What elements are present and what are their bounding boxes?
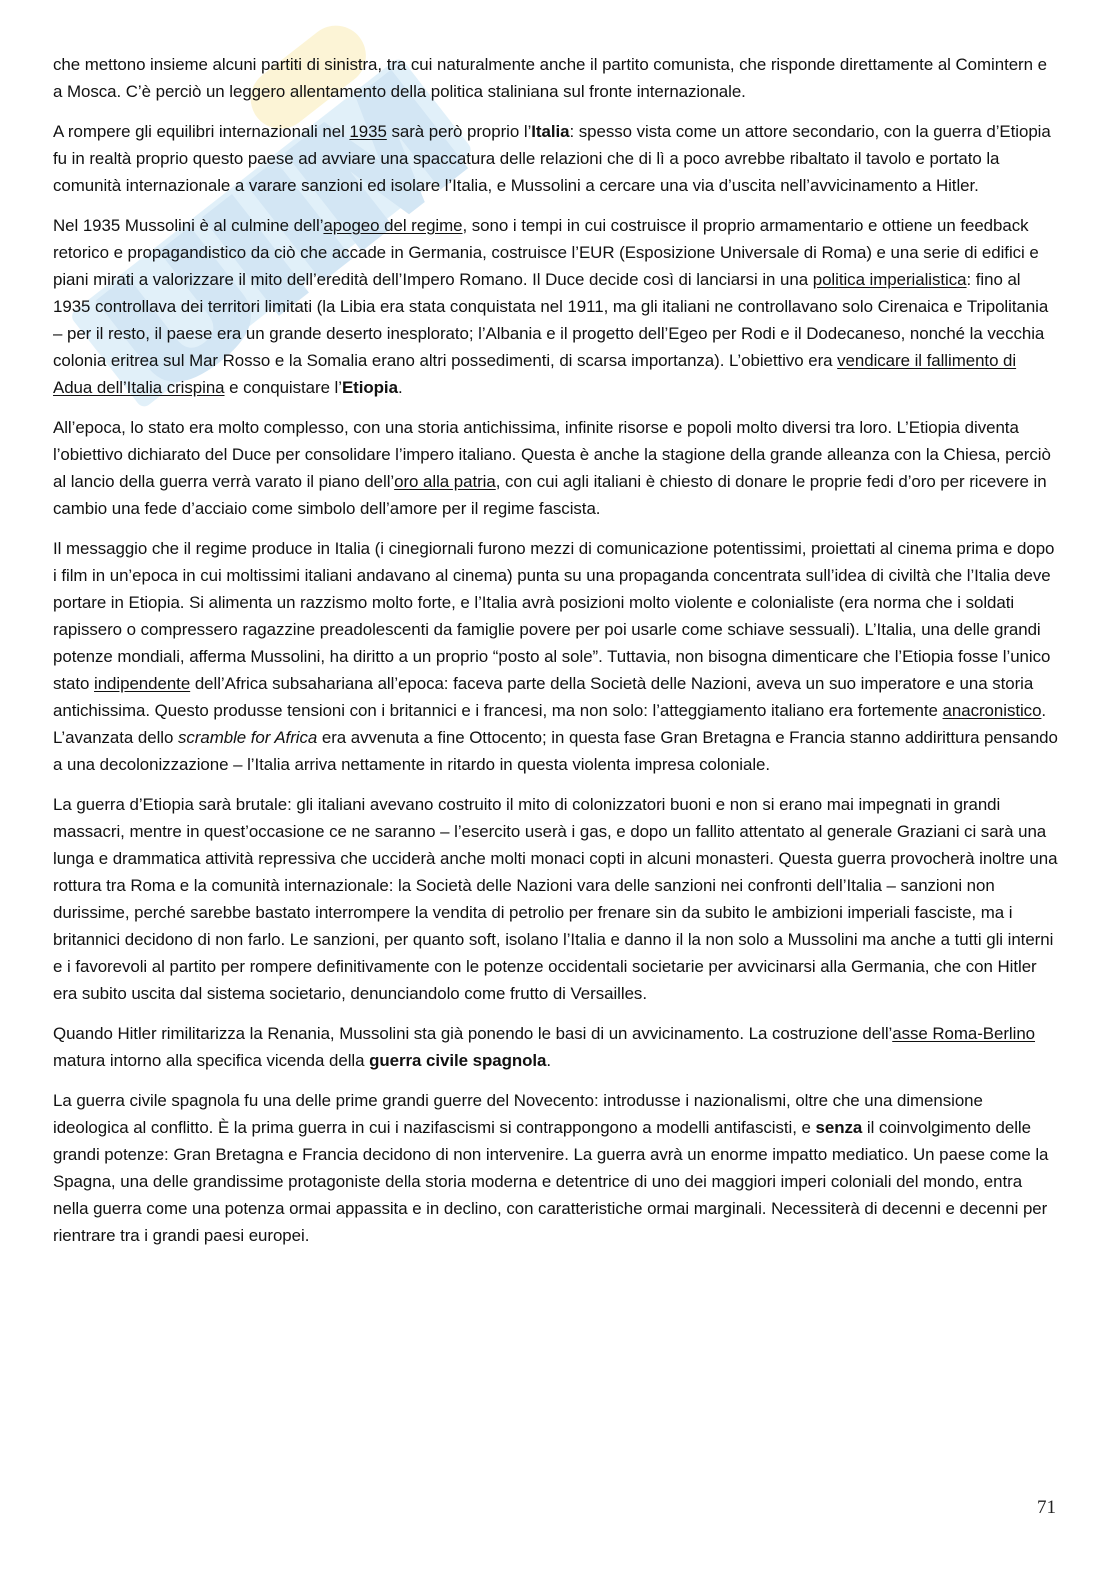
text-run: . L’avanzata dello: [53, 701, 1047, 747]
text-run: A rompere gli equilibri internazionali nel: [53, 122, 350, 141]
paragraph: [53, 118, 1059, 199]
paragraph: [53, 212, 1059, 401]
text-run: La guerra civile spagnola fu una delle prime grandi guerre del Novecento: introdusse i nazionalismi, oltre che una dimensione ideologica al conflitto. È la prima guerra in cui i nazifascismi si contrappongono a modelli antifascisti, e: [53, 1091, 983, 1137]
text-run: : fino al 1935 controllava dei territori limitati (la Libia era stata conquistata nel 1911, ma gli italiani ne controllavano solo Cirenaica e Tripolitania – per il resto, il paese era un grande deserto inesplorato; l’Albania e il progetto dell’Egeo per Rodi e il Dodecaneso, nonché la vecchia colonia eritrea sul Mar Rosso e la Somalia erano altri possedimenti, di scarsa importanza). L’obiettivo era: [53, 270, 1049, 370]
underlined-text: asse Roma-Berlino: [892, 1024, 1036, 1043]
italic-text: scramble for Africa: [178, 728, 318, 747]
text-run: , con cui agli italiani è chiesto di donare le proprie fedi d’oro per ricevere in cambio una fede d’acciaio come simbolo dell’amore per il regime fascista.: [53, 472, 1047, 518]
text-run: matura intorno alla specifica vicenda della: [53, 1051, 370, 1070]
text-run: .: [397, 378, 403, 397]
text-run: Il messaggio che il regime produce in Italia (i cinegiornali furono mezzi di comunicazione potentissimi, proiettati al cinema prima e dopo i film in un’epoca in cui moltissimi italiani andavano al cinema) punta su una propaganda concentrata sull’idea di civiltà che l’Italia deve portare in Etiopia. Si alimenta un razzismo molto forte, e l’Italia avrà posizioni molto violente e colonialiste (era norma che i soldati rapissero o compressero ragazzine preadolescenti da famiglie povere per poi usarle come schiave sessuali). L’Italia, una delle grandi potenze mondiali, afferma Mussolini, ha diritto a un proprio “posto al sole”. Tuttavia, non bisogna dimenticare che l’Etiopia fosse l’unico stato: [53, 539, 1055, 693]
text-run: , sono i tempi in cui costruisce il proprio armamentario e ottiene un feedback retorico e propagandistico da ciò che accade in Germania, costruisce l’EUR (Esposizione Universale di Roma) e una serie di edifici e piani mirati a valorizzare il mito dell’eredità dell’Impero Romano. Il Duce decide così di lanciarsi in una: [53, 216, 1039, 289]
text-run: era avvenuta a fine Ottocento; in questa fase Gran Bretagna e Francia stanno addirittura pensando a una decolonizzazione – l’Italia arriva nettamente in ritardo in questa violenta impresa coloniale.: [53, 728, 1058, 774]
paragraph: [53, 791, 1059, 1007]
underlined-text: politica imperialistica: [812, 270, 967, 289]
paragraph: [53, 51, 1059, 105]
underlined-text: 1935: [349, 122, 387, 141]
text-run: Nel 1935 Mussolini è al culmine dell’: [53, 216, 324, 235]
paragraph: [53, 535, 1059, 778]
underlined-text: apogeo del regime: [323, 216, 463, 235]
bold-text: senza: [815, 1118, 863, 1137]
underlined-text: oro alla patria: [394, 472, 496, 491]
underlined-text: indipendente: [94, 674, 191, 693]
underlined-text: vendicare il fallimento di Adua dell’Italia crispina: [53, 351, 1017, 397]
text-run: sarà però proprio l’: [386, 122, 532, 141]
text-run: e conquistare l’: [224, 378, 342, 397]
bold-text: guerra civile spagnola: [369, 1051, 547, 1070]
text-run: .: [546, 1051, 552, 1070]
text-run: che mettono insieme alcuni partiti di sinistra, tra cui naturalmente anche il partito comunista, che risponde direttamente al Comintern e a Mosca. C’è perciò un leggero allentamento della politica staliniana sul fronte internazionale.: [53, 55, 1047, 101]
text-run: dell’Africa subsahariana all’epoca: faceva parte della Società delle Nazioni, aveva un suo imperatore e una storia antichissima. Questo produsse tensioni con i britannici e i francesi, ma non solo: l’atteggiamento italiano era fortemente: [53, 674, 1034, 720]
text-run: : spesso vista come un attore secondario, con la guerra d’Etiopia fu in realtà proprio questo paese ad avviare una spaccatura delle relazioni che di lì a poco avrebbe ribaltato il tavolo e portato la comunità internazionale a varare sanzioni ed isolare l’Italia, e Mussolini a cercare una via d’uscita nell’avvicinamento a Hitler.: [53, 122, 1051, 195]
document-body: [53, 51, 1059, 1262]
paragraph: [53, 414, 1059, 522]
text-run: il coinvolgimento delle grandi potenze: Gran Bretagna e Francia decidono di non intervenire. La guerra avrà un enorme impatto mediatico. Un paese come la Spagna, una delle grandissime protagoniste della storia moderna e detentrice di uno dei maggiori imperi coloniali del mondo, entra nella guerra come una potenza ormai appassita e in declino, con caratteristiche ormai marginali. Necessiterà di decenni e decenni per rientrare tra i grandi paesi europei.: [53, 1118, 1049, 1245]
page-number: 71: [1037, 1497, 1056, 1518]
bold-text: Etiopia: [341, 378, 398, 397]
text-run: La guerra d’Etiopia sarà brutale: gli italiani avevano costruito il mito di colonizzatori buoni e non si erano mai impegnati in grandi massacri, mentre in quest’occasione ce ne saranno – l’esercito userà i gas, e dopo un fallito attentato al generale Graziani ci sarà una lunga e drammatica attività repressiva che ucciderà anche molti monaci copti in alcuni monasteri. Questa guerra provocherà inoltre una rottura tra Roma e la comunità internazionale: la Società delle Nazioni vara delle sanzioni nei confronti dell’Italia – sanzioni non durissime, perché sarebbe bastato interrompere la vendita di petrolio per frenare sin da subito le ambizioni imperiali fasciste, ma i britannici decidono di non farlo. Le sanzioni, per quanto soft, isolano l’Italia e danno il la non solo a Mussolini ma anche a tutti gli interni e i favorevoli al partito per rompere definitivamente con le potenze occidentali societarie per avvicinarsi alla Germania, che con Hitler era subito uscita dal sistema societario, denunciandolo come frutto di Versailles.: [53, 795, 1058, 1003]
text-run: All’epoca, lo stato era molto complesso, con una storia antichissima, infinite risorse e popoli molto diversi tra loro. L’Etiopia diventa l’obiettivo dichiarato del Duce per consolidare l’impero italiano. Questa è anche la stagione della grande alleanza con la Chiesa, perciò al lancio della guerra verrà varato il piano dell’: [53, 418, 1051, 491]
underlined-text: anacronistico: [942, 701, 1042, 720]
text-run: Quando Hitler rimilitarizza la Renania, Mussolini sta già ponendo le basi di un avvicinamento. La costruzione dell’: [53, 1024, 893, 1043]
paragraph: [53, 1087, 1059, 1249]
paragraph: [53, 1020, 1059, 1074]
bold-text: Italia: [531, 122, 570, 141]
